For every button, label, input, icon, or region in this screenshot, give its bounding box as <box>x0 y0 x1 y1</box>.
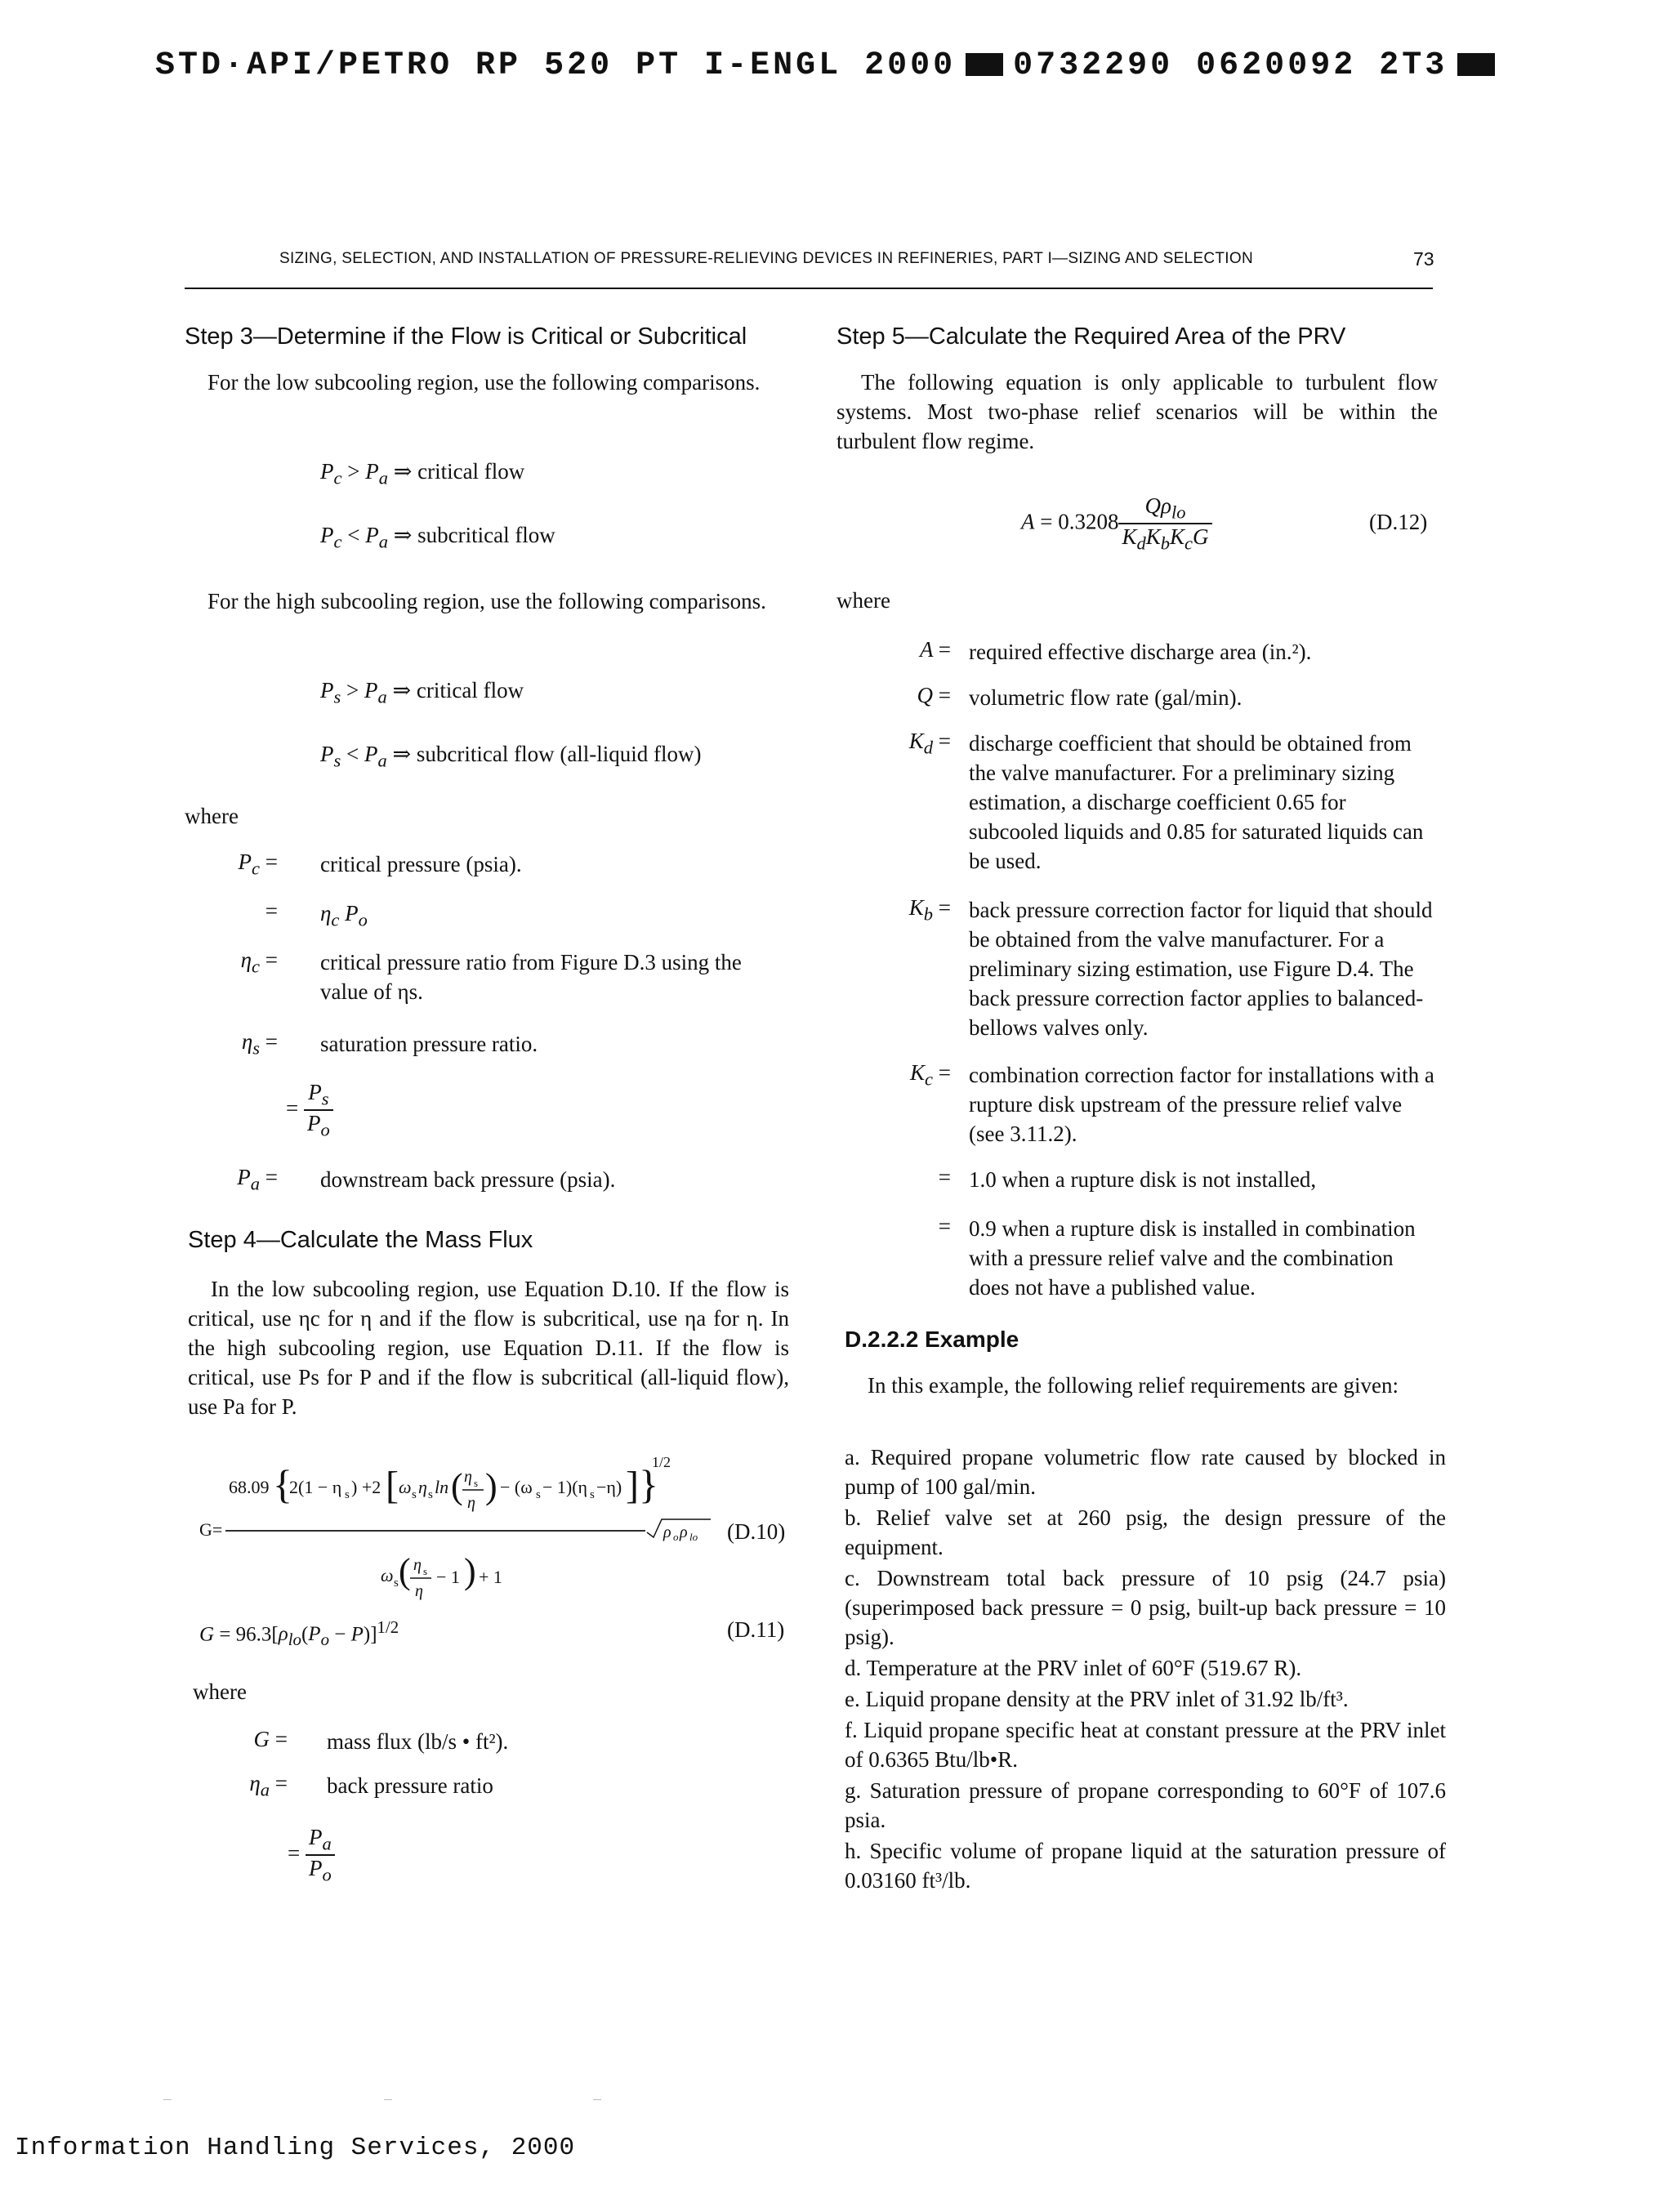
step4-paragraph: In the low subcooling region, use Equation D.10. If the flow is critical, use ηc for η and if the flow is subcritical, use ηa for η. In the high subcooling region, use Equation D.11. If the flow is critical, use Ps for P and if the flow is subcritical (all-liquid flow), use Pa for P. <box>188 1277 789 1419</box>
scan-mark <box>163 2099 172 2100</box>
svg-text:s: s <box>412 1488 417 1501</box>
svg-text:ω: ω <box>381 1565 394 1585</box>
equation-d12: A = 0.3208 $\frac{Q\rho_{lo}}{K_dK_bK_cG}$ <box>1021 493 1212 555</box>
definition-kb: back pressure correction factor for liquid that should be obtained from the valve manufacturer. For a preliminary sizing estimation, use Figure D.4. The back pressure correction factor applies to balanced-bellows valves only. <box>969 898 1433 1040</box>
list-item: g. Saturation pressure of propane corresponding to 60°F of 107.6 psia. <box>845 1778 1446 1832</box>
example-heading: D.2.2.2 Example <box>845 1327 1019 1352</box>
equals-sign: = <box>938 1214 951 1238</box>
definition-etac: critical pressure ratio from Figure D.3 using the value of ηs. <box>320 950 742 1004</box>
svg-text:1/2: 1/2 <box>652 1454 671 1470</box>
scan-mark <box>384 2099 392 2100</box>
comparison-high-subcritical: $P_s < P_a$ ⇒ subcritical flow (all-liquid flow) <box>320 742 702 771</box>
stamp-left: STD·API/PETRO RP 520 PT I-ENGL 2000 <box>155 47 957 84</box>
svg-text:− (ω: − (ω <box>500 1477 533 1497</box>
symbol-q: Q = <box>917 683 951 707</box>
example-intro: In this example, the following relief requirements are given: <box>868 1373 1399 1398</box>
definition-kc-value-2: 0.9 when a rupture disk is installed in combination with a pressure relief valve and the combination does not have a published value. <box>969 1216 1416 1300</box>
equation-number-d12: (D.12) <box>1369 510 1428 534</box>
symbol-kb: $K_b$ = <box>908 895 951 925</box>
svg-text:s: s <box>536 1488 541 1501</box>
definition-etaa: back pressure ratio <box>327 1773 493 1798</box>
svg-text:]: ] <box>626 1464 639 1507</box>
definition-kc: combination correction factor for installations with a rupture disk upstream of the pressure relief valve (see 3.11.2). <box>969 1063 1434 1146</box>
header-rule <box>185 288 1433 289</box>
comparison-result: subcritical flow (all-liquid flow) <box>416 742 702 766</box>
where-label: where <box>836 588 890 613</box>
svg-text:s: s <box>590 1488 595 1501</box>
symbol-pc: $P_c$ = <box>238 850 278 879</box>
list-item: d. Temperature at the PRV inlet of 60°F (519.67 R). <box>845 1656 1302 1680</box>
svg-text:): ) <box>464 1551 476 1591</box>
svg-text:η: η <box>467 1494 475 1512</box>
low-subcooling-intro: For the low subcooling region, use the following comparisons. <box>207 370 761 395</box>
etaa-fraction: = $\frac{P_a}{P_o}$ <box>288 1825 335 1886</box>
svg-text:η: η <box>415 1582 423 1600</box>
svg-text:η: η <box>413 1556 422 1574</box>
svg-text:G=: G= <box>199 1519 223 1540</box>
step5-paragraph: The following equation is only applicable to turbulent flow systems. Most two-phase relief scenarios will be within the turbulent flow regime. <box>836 370 1438 453</box>
symbol-etas: $\eta_s$ = <box>241 1029 278 1059</box>
svg-text:): ) <box>485 1466 497 1506</box>
equation-number-d10: (D.10) <box>727 1519 786 1544</box>
svg-text:− 1: − 1 <box>436 1567 460 1587</box>
redaction-block <box>1457 53 1495 76</box>
example-list <box>845 1443 1446 1897</box>
svg-text:68.09: 68.09 <box>229 1477 270 1497</box>
comparison-low-subcritical: $P_c < P_a$ ⇒ subcritical flow <box>320 523 555 552</box>
svg-text:}: } <box>639 1461 658 1507</box>
footer-source: Information Handling Services, 2000 <box>15 2134 576 2162</box>
symbol-pa: $P_a$ = <box>237 1165 278 1194</box>
symbol-g: G = <box>253 1727 288 1751</box>
scan-mark <box>593 2099 601 2100</box>
svg-text:η: η <box>464 1468 472 1486</box>
where-label: where <box>185 804 239 828</box>
equation-d11: $G = 96.3[\rho_{lo}(P_o - P)]^{1/2}$ <box>199 1617 399 1650</box>
symbol-kc: $K_c$ = <box>910 1060 951 1090</box>
running-title: SIZING, SELECTION, AND INSTALLATION OF PRESSURE-RELIEVING DEVICES IN REFINERIES, PART I—SIZING AND SELECTION <box>279 250 1253 267</box>
equation-number-d11: (D.11) <box>727 1617 785 1642</box>
svg-text:2(1 − η: 2(1 − η <box>289 1477 342 1497</box>
pc-expression: $\eta_c$ $P_o$ <box>320 901 368 930</box>
equation-d10-graphic <box>193 1443 716 1614</box>
svg-text:−η): −η) <box>596 1477 622 1497</box>
svg-text:{: { <box>273 1461 292 1507</box>
document-stamp <box>155 47 1505 84</box>
svg-text:s: s <box>423 1565 428 1577</box>
comparison-result: critical flow <box>417 459 525 484</box>
svg-text:) +2: ) +2 <box>351 1477 381 1497</box>
comparison-result: critical flow <box>416 678 524 702</box>
svg-text:− 1)(η: − 1)(η <box>542 1477 588 1497</box>
high-subcooling-intro: For the high subcooling region, use the following comparisons. <box>207 589 766 613</box>
definition-a: required effective discharge area (in.²). <box>969 640 1312 664</box>
etas-fraction: = $\frac{P_s}{P_o}$ <box>286 1080 333 1141</box>
equals-sign: = <box>265 899 278 923</box>
redaction-block <box>966 53 1003 76</box>
definition-pa: downstream back pressure (psia). <box>320 1167 616 1192</box>
page-number: 73 <box>1413 248 1434 270</box>
comparison-result: subcritical flow <box>417 523 555 547</box>
svg-text:o: o <box>673 1531 679 1543</box>
definition-kd: discharge coefficient that should be obtained from the valve manufacturer. For a preliminary sizing estimation, a discharge coefficient 0.65 for subcooled liquids and 0.85 for saturated liquids can be used. <box>969 731 1424 873</box>
comparison-low-critical: $P_c > P_a$ ⇒ critical flow <box>320 459 525 488</box>
svg-text:ω: ω <box>399 1477 412 1497</box>
list-item: f. Liquid propane specific heat at constant pressure at the PRV inlet of 0.6365 Btu/lb•R. <box>845 1718 1446 1772</box>
list-item: h. Specific volume of propane liquid at the saturation pressure of 0.03160 ft³/lb. <box>845 1839 1446 1893</box>
svg-text:s: s <box>394 1576 399 1590</box>
comparison-high-critical: $P_s > P_a$ ⇒ critical flow <box>320 678 524 707</box>
svg-text:η: η <box>418 1477 427 1497</box>
step5-heading: Step 5—Calculate the Required Area of the PRV <box>836 323 1346 350</box>
stamp-mid: 0732290 0620092 2T3 <box>1013 47 1448 84</box>
symbol-etac: $\eta_c$ = <box>240 948 278 977</box>
svg-text:lo: lo <box>689 1531 698 1543</box>
svg-text:s: s <box>474 1477 479 1489</box>
definition-etas: saturation pressure ratio. <box>320 1032 538 1056</box>
svg-text:(: ( <box>451 1466 463 1506</box>
svg-text:[: [ <box>386 1464 399 1507</box>
equation-d10 <box>193 1443 716 1614</box>
step4-heading: Step 4—Calculate the Mass Flux <box>188 1227 533 1253</box>
svg-text:+ 1: + 1 <box>479 1567 502 1587</box>
definition-kc-value-1: 1.0 when a rupture disk is not installed, <box>969 1167 1317 1192</box>
svg-text:ln: ln <box>435 1477 449 1497</box>
definition-pc: critical pressure (psia). <box>320 852 522 876</box>
list-item: e. Liquid propane density at the PRV inlet of 31.92 lb/ft³. <box>845 1687 1349 1711</box>
definition-q: volumetric flow rate (gal/min). <box>969 685 1242 710</box>
list-item: a. Required propane volumetric flow rate caused by blocked in pump of 100 gal/min. <box>845 1445 1446 1499</box>
svg-text:ρ: ρ <box>680 1523 688 1541</box>
symbol-a: A = <box>920 637 951 662</box>
svg-text:s: s <box>345 1488 350 1501</box>
svg-text:ρ: ρ <box>663 1523 671 1541</box>
symbol-etaa: $\eta_a$ = <box>249 1771 288 1800</box>
where-label: where <box>193 1679 247 1704</box>
definition-g: mass flux (lb/s • ft²). <box>327 1729 509 1754</box>
list-item: b. Relief valve set at 260 psig, the design pressure of the equipment. <box>845 1505 1446 1559</box>
list-item: c. Downstream total back pressure of 10 psig (24.7 psia) (superimposed back pressure = 0 psig, built-up back pressure = 10 psig). <box>845 1566 1446 1649</box>
svg-text:s: s <box>428 1488 433 1501</box>
equals-sign: = <box>938 1165 951 1189</box>
step3-heading: Step 3—Determine if the Flow is Critical or Subcritical <box>185 323 747 350</box>
symbol-kd: $K_d$ = <box>908 729 951 758</box>
svg-text:(: ( <box>399 1551 411 1591</box>
